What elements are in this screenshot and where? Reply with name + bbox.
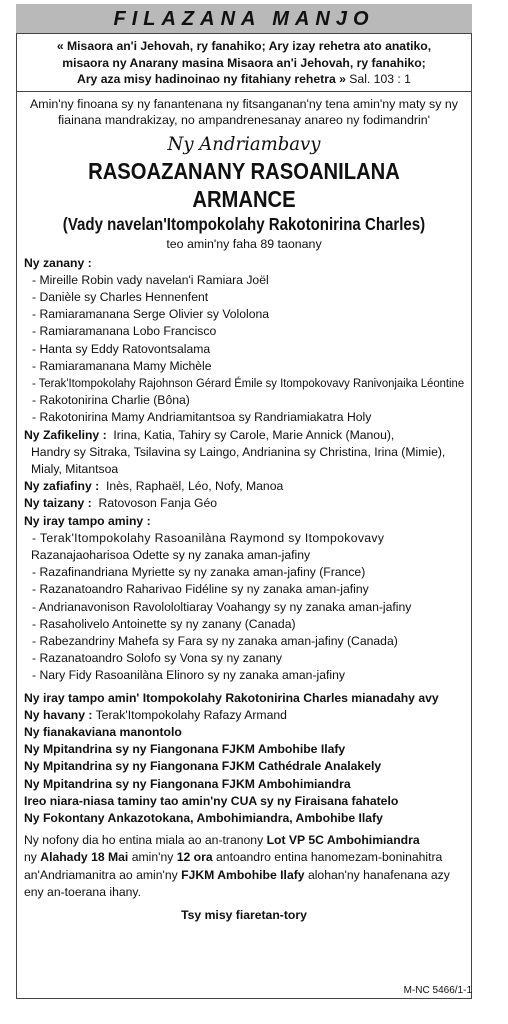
bible-verse xyxy=(24,38,464,88)
iray-tampo-item: - Razafinandriana Myriette sy ny zanaka aman-jafiny (France) xyxy=(32,565,366,580)
funeral-location: Lot VP 5C Ambohimiandra xyxy=(266,833,420,848)
intro-text xyxy=(24,96,464,129)
funeral-text-3: amin'ny xyxy=(128,850,177,865)
intro-line-1: Amin'ny finoana sy ny fanantenana ny fitsanganan'ny tena amin'ny maty sy ny xyxy=(30,96,458,111)
organization-line: Ny Fokontany Ankazotokana, Ambohimiandra, Ambohibe Ilafy xyxy=(24,811,383,825)
iray-tampo-list xyxy=(24,564,464,684)
notice-header xyxy=(16,4,472,34)
reference-code: M-NC 5466/1-1 xyxy=(403,985,472,996)
organization-line: Ny Mpitandrina sy ny Fiangonana FJKM Cathédrale Analakely xyxy=(24,759,382,774)
zanany-list xyxy=(24,272,464,427)
havany-value: Terak'Itompokolahy Rafazy Armand xyxy=(95,707,287,722)
zafikeliny-label: Ny Zafikeliny : xyxy=(24,427,107,442)
organization-line: Ny Mpitandrina sy ny Fiangonana FJKM Ambohimiandra xyxy=(24,776,351,791)
zafikeliny-line-2: Handry sy Sitraka, Tsilavina sy Laingo, Andrianina sy Christina, Irina (Mimie), xyxy=(31,444,446,459)
zanany-item: - Ramiaramanana Serge Olivier sy Vololona xyxy=(32,307,270,322)
iray-tampo-item: - Rasaholivelo Antoinette sy ny zanany (Canada) xyxy=(32,616,296,631)
spouse-line: (Vady navelan'Itompokolahy Rakotonirina Charles) xyxy=(62,213,426,234)
funeral-time: 12 ora xyxy=(176,850,213,865)
organization-line: Ny fianakaviana manontolo xyxy=(24,724,182,739)
organization-line: Ny Mpitandrina sy ny Fiangonana FJKM Ambohibe Ilafy xyxy=(24,742,346,757)
funeral-date: Alahady 18 Mai xyxy=(40,850,129,865)
zafikeliny-line-3: Mialy, Mitantsoa xyxy=(31,461,119,476)
taizany-label: Ny taizany : xyxy=(24,496,92,511)
honorific: Ny Andriambavy xyxy=(167,132,321,155)
funeral-details xyxy=(24,832,464,901)
organization-line: Ireo niara-niasa taminy tao amin'ny CUA sy ny Firaisana fahatelo xyxy=(24,793,399,808)
age-line: teo amin'ny faha 89 taonany xyxy=(166,236,322,251)
iray-tampo-item: - Razanatoandro Solofo sy Vona sy ny zanany xyxy=(32,651,282,666)
notice-body xyxy=(24,38,464,924)
iray-tampo-item: - Andrianavonison Ravolololtiaray Voahangy sy ny zanaka aman-jafiny xyxy=(32,599,412,614)
iray-tampo-item: - Razanatoandro Raharivao Fidéline sy ny zanaka aman-jafiny xyxy=(32,582,369,597)
zanany-item: - Mireille Robin vady navelan'i Ramiara Joël xyxy=(32,272,269,287)
notice-title: FILAZANA MANJO xyxy=(113,8,375,30)
verse-line-3: Ary aza misy hadinoinao ny fitahiany rehetra » xyxy=(77,72,346,86)
divider xyxy=(16,91,472,92)
zanany-item: - Rakotonirina Mamy Andriamitantsoa sy Randriamiakatra Holy xyxy=(32,410,372,425)
iray-tampo-charles: Ny iray tampo amin' Itompokolahy Rakotonirina Charles mianadahy avy xyxy=(24,690,439,705)
funeral-text-2: ny xyxy=(24,850,41,865)
verse-line-2: misaora ny Anarany masina Misaora an'i Jehovah, ry fanahiko; xyxy=(62,55,426,70)
zanany-label: Ny zanany : xyxy=(24,255,92,270)
funeral-church: FJKM Ambohibe Ilafy xyxy=(181,867,305,882)
havany-label: Ny havany : xyxy=(24,707,93,722)
funeral-text-5: an'Andriamanitra ao amin'ny xyxy=(24,867,182,882)
zanany-item: - Rakotonirina Charlie (Bôna) xyxy=(32,393,190,408)
iray-tampo-item: - Nary Fidy Rasoanilàna Elinoro sy ny zanaka aman-jafiny xyxy=(32,668,345,683)
zanany-item: - Ramiaramanana Mamy Michèle xyxy=(32,358,212,373)
zanany-item: - Danièle sy Charles Hennenfent xyxy=(32,289,209,304)
funeral-text-4: antoandro entina hanomezam-boninahitra xyxy=(212,850,443,865)
verse-reference: Sal. 103 : 1 xyxy=(349,72,411,86)
iray-tampo-first-line-1: - Terak'Itompokolahy Rasoanilàna Raymond sy Itompokovavy xyxy=(32,530,385,545)
iray-tampo-item: - Rabezandriny Mahefa sy Fara sy ny zanaka aman-jafiny (Canada) xyxy=(32,633,398,648)
intro-line-2: fiainana mandrakizay, no ampandrenesanay anareo ny fodimandrin' xyxy=(57,113,431,127)
deceased-name-line-1: RASOAZANANY RASOANILANA xyxy=(88,157,400,184)
iray-tampo-first-line-2: Razanajaoharisoa Odette sy ny zanaka aman-jafiny xyxy=(31,547,311,562)
zanany-item: - Hanta sy Eddy Ratovontsalama xyxy=(32,341,211,356)
closing-line: Tsy misy fiaretan-tory xyxy=(181,908,307,923)
zafiafiny-label: Ny zafiafiny : xyxy=(24,479,100,494)
iray-tampo-label: Ny iray tampo aminy : xyxy=(24,513,151,528)
deceased-name-line-2: ARMANCE xyxy=(192,185,296,212)
organization-list xyxy=(24,724,464,827)
taizany-value: Ratovoson Fanja Géo xyxy=(98,496,218,511)
funeral-text-6: alohan'ny hanafenana azy xyxy=(304,867,450,882)
verse-line-1: « Misaora an'i Jehovah, ry fanahiko; Ary izay rehetra ato anatiko, xyxy=(56,39,432,53)
funeral-text-7: eny an-toerana ihany. xyxy=(24,884,141,899)
zanany-item: - Terak'Itompokolahy Rajohnson Gérard Émile sy Itompokovavy Ranivonjaika Léontine xyxy=(32,375,465,390)
zanany-item: - Ramiaramanana Lobo Francisco xyxy=(32,324,217,339)
zafikeliny-line-1: Irina, Katia, Tahiry sy Carole, Marie Annick (Manou), xyxy=(113,427,395,442)
funeral-text-1: Ny nofony dia ho entina miala ao an-tranony xyxy=(24,833,267,848)
zafiafiny-value: Inès, Raphaël, Léo, Nofy, Manoa xyxy=(105,479,284,494)
